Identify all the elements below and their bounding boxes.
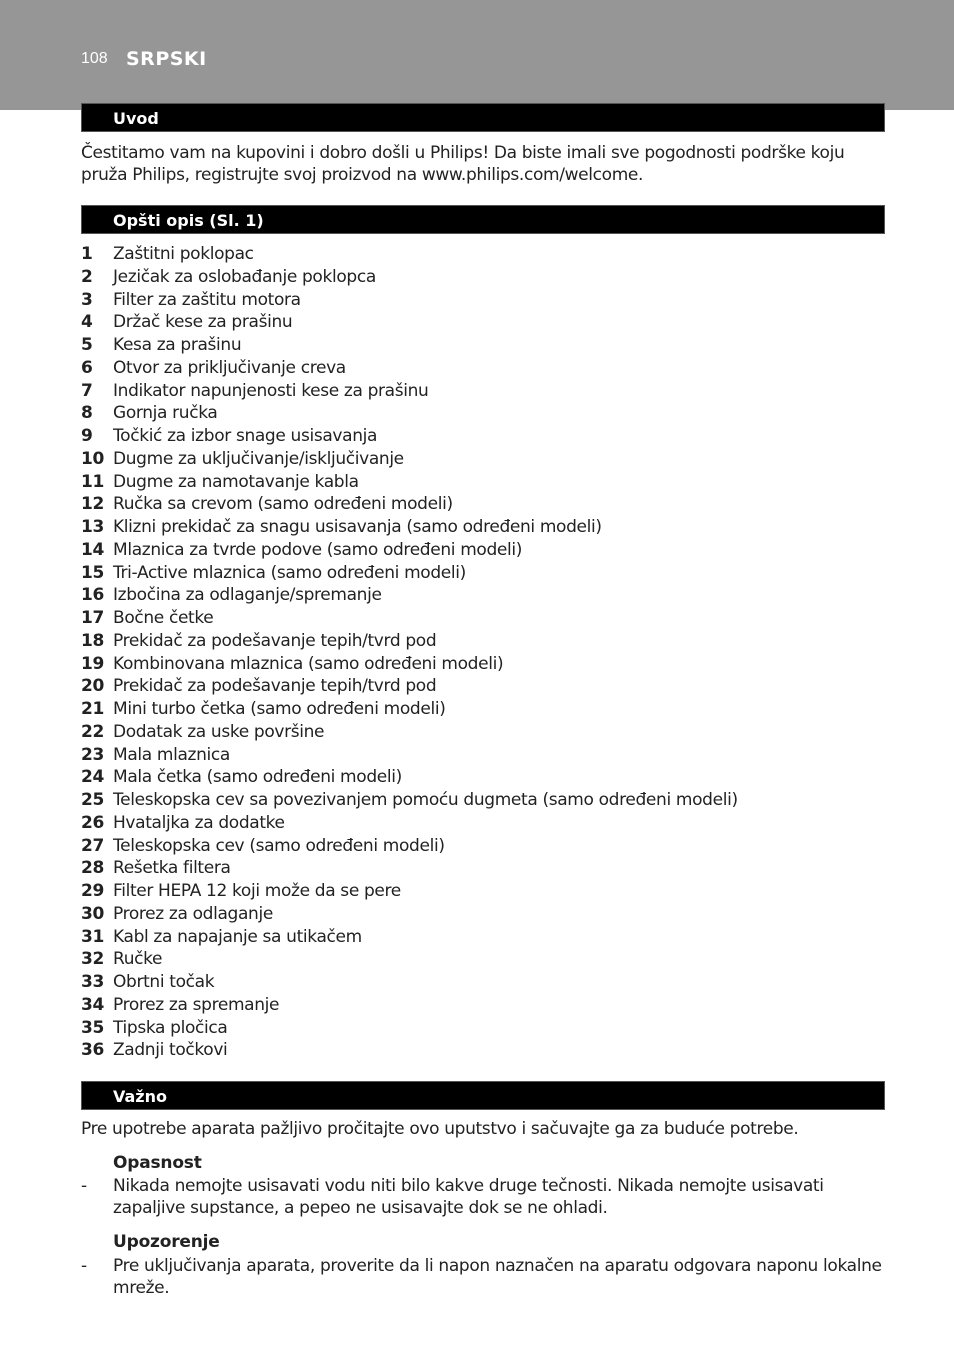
list-item bbox=[81, 1039, 889, 1062]
list-item-number: 5 bbox=[81, 335, 93, 355]
list-item bbox=[81, 1017, 889, 1040]
list-item-text: Klizni prekidač za snagu usisavanja (samo određeni modeli) bbox=[113, 517, 602, 537]
list-item-text: Mala mlaznica bbox=[113, 744, 230, 765]
list-item bbox=[81, 516, 889, 539]
list-item-number: 20 bbox=[81, 676, 104, 697]
page-number: 108 bbox=[81, 50, 108, 67]
opasnost-item bbox=[81, 1175, 889, 1219]
list-item bbox=[81, 744, 889, 767]
list-item-number: 22 bbox=[81, 721, 104, 742]
list-item-number: 2 bbox=[81, 266, 93, 287]
list-item-number: 7 bbox=[81, 380, 93, 401]
upozorenje-heading: Upozorenje bbox=[113, 1232, 220, 1252]
parts-list bbox=[81, 243, 889, 1062]
opasnost-heading: Opasnost bbox=[113, 1153, 202, 1173]
list-item bbox=[81, 402, 889, 425]
bullet-dash: - bbox=[81, 1256, 87, 1276]
list-item-number: 4 bbox=[81, 312, 93, 333]
list-item-number: 33 bbox=[81, 972, 104, 992]
list-item-text: Držač kese za prašinu bbox=[113, 312, 293, 333]
list-item-number: 31 bbox=[81, 926, 104, 947]
list-item bbox=[81, 653, 889, 676]
list-item bbox=[81, 493, 889, 516]
list-item-number: 8 bbox=[81, 403, 93, 424]
list-item-number: 6 bbox=[81, 357, 93, 378]
list-item-text: Indikator napunjenosti kese za prašinu bbox=[113, 380, 429, 401]
list-item-text: Mlaznica za tvrde podove (samo određeni modeli) bbox=[113, 539, 523, 560]
list-item bbox=[81, 243, 889, 266]
vazno-intro: Pre upotrebe aparata pažljivo pročitajte ovo uputstvo i sačuvajte ga za buduće potrebe. bbox=[81, 1119, 799, 1139]
list-item bbox=[81, 766, 889, 789]
list-item bbox=[81, 311, 889, 334]
list-item-number: 3 bbox=[81, 289, 93, 310]
list-item bbox=[81, 971, 889, 994]
list-item-text: Dodatak za uske površine bbox=[113, 721, 325, 742]
list-item-text: Otvor za priključivanje creva bbox=[113, 357, 346, 378]
list-item-number: 12 bbox=[81, 494, 104, 515]
list-item bbox=[81, 721, 889, 744]
list-item-text: Kesa za prašinu bbox=[113, 335, 242, 355]
list-item bbox=[81, 835, 889, 858]
list-item-text: Kabl za napajanje sa utikačem bbox=[113, 926, 362, 947]
list-item-text: Filter HEPA 12 koji može da se pere bbox=[113, 881, 401, 901]
list-item-text: Jezičak za oslobađanje poklopca bbox=[113, 266, 376, 287]
uvod-paragraph: Čestitamo vam na kupovini i dobro došli u Philips! Da biste imali sve pogodnosti podrške koju pruža Philips, registrujte svoj proizvod na www.philips.com/welcome. bbox=[81, 143, 845, 185]
list-item bbox=[81, 539, 889, 562]
list-item bbox=[81, 334, 889, 357]
list-item-text: Točkić za izbor snage usisavanja bbox=[113, 426, 378, 446]
list-item-number: 15 bbox=[81, 562, 104, 583]
list-item bbox=[81, 584, 889, 607]
list-item-text: Mini turbo četka (samo određeni modeli) bbox=[113, 699, 446, 719]
list-item-text: Prorez za odlaganje bbox=[113, 903, 273, 924]
list-item-text: Ručke bbox=[113, 949, 163, 970]
list-item bbox=[81, 880, 889, 903]
list-item-number: 19 bbox=[81, 653, 104, 674]
upozorenje-item bbox=[81, 1255, 889, 1299]
upozorenje-text: Pre uključivanja aparata, proverite da li napon naznačen na aparatu odgovara naponu lokalne mreže. bbox=[113, 1256, 882, 1298]
list-item-text: Zadnji točkovi bbox=[113, 1040, 228, 1061]
list-item-number: 32 bbox=[81, 949, 104, 970]
list-item-number: 23 bbox=[81, 744, 104, 765]
list-item-number: 29 bbox=[81, 881, 104, 901]
list-item-text: Rešetka filtera bbox=[113, 858, 231, 879]
list-item-text: Teleskopska cev sa povezivanjem pomoću dugmeta (samo određeni modeli) bbox=[113, 790, 738, 810]
list-item-number: 34 bbox=[81, 994, 104, 1015]
list-item-text: Ručka sa crevom (samo određeni modeli) bbox=[113, 494, 453, 515]
list-item bbox=[81, 812, 889, 835]
list-item-number: 36 bbox=[81, 1040, 104, 1061]
list-item-number: 1 bbox=[81, 244, 93, 264]
list-item-text: Kombinovana mlaznica (samo određeni modeli) bbox=[113, 653, 504, 674]
list-item-number: 24 bbox=[81, 767, 104, 788]
list-item-number: 9 bbox=[81, 426, 93, 446]
list-item-number: 35 bbox=[81, 1017, 104, 1038]
list-item-number: 21 bbox=[81, 699, 104, 719]
list-item bbox=[81, 562, 889, 585]
list-item-text: Teleskopska cev (samo određeni modeli) bbox=[113, 835, 445, 856]
list-item-text: Gornja ručka bbox=[113, 403, 218, 424]
list-item bbox=[81, 857, 889, 880]
list-item bbox=[81, 948, 889, 971]
list-item-text: Prorez za spremanje bbox=[113, 994, 280, 1015]
list-item bbox=[81, 448, 889, 471]
section-heading-vazno: Važno bbox=[81, 1081, 885, 1110]
list-item bbox=[81, 903, 889, 926]
list-item-number: 16 bbox=[81, 585, 104, 606]
list-item-text: Hvataljka za dodatke bbox=[113, 812, 285, 833]
list-item-text: Obrtni točak bbox=[113, 972, 215, 992]
list-item bbox=[81, 994, 889, 1017]
list-item bbox=[81, 675, 889, 698]
list-item-text: Mala četka (samo određeni modeli) bbox=[113, 767, 402, 788]
language-label: SRPSKI bbox=[126, 48, 207, 70]
list-item bbox=[81, 926, 889, 949]
list-item-number: 14 bbox=[81, 539, 104, 560]
list-item bbox=[81, 380, 889, 403]
list-item-number: 13 bbox=[81, 517, 104, 537]
opasnost-text: Nikada nemojte usisavati vodu niti bilo kakve druge tečnosti. Nikada nemojte usisavati zapaljive supstance, a pepeo ne usisavajte dok se ne ohladi. bbox=[113, 1176, 824, 1218]
list-item bbox=[81, 289, 889, 312]
list-item bbox=[81, 789, 889, 812]
bullet-dash: - bbox=[81, 1176, 87, 1196]
list-item-text: Tri-Active mlaznica (samo određeni modeli) bbox=[113, 562, 466, 583]
list-item bbox=[81, 266, 889, 289]
list-item-number: 26 bbox=[81, 812, 104, 833]
section-heading-uvod: Uvod bbox=[81, 103, 885, 132]
list-item bbox=[81, 471, 889, 494]
list-item-text: Izbočina za odlaganje/spremanje bbox=[113, 585, 382, 606]
list-item-text: Dugme za uključivanje/isključivanje bbox=[113, 448, 404, 469]
list-item-text: Bočne četke bbox=[113, 608, 214, 628]
list-item bbox=[81, 630, 889, 653]
list-item-text: Prekidač za podešavanje tepih/tvrd pod bbox=[113, 676, 437, 697]
list-item-number: 18 bbox=[81, 630, 104, 651]
list-item-text: Prekidač za podešavanje tepih/tvrd pod bbox=[113, 630, 437, 651]
list-item-number: 28 bbox=[81, 858, 104, 879]
list-item-number: 27 bbox=[81, 835, 104, 856]
list-item-number: 17 bbox=[81, 608, 104, 628]
list-item-number: 11 bbox=[81, 471, 104, 492]
list-item-text: Zaštitni poklopac bbox=[113, 244, 254, 264]
list-item-text: Tipska pločica bbox=[113, 1017, 228, 1038]
list-item bbox=[81, 607, 889, 630]
page-header-band bbox=[0, 0, 954, 110]
section-heading-opis: Opšti opis (Sl. 1) bbox=[81, 205, 885, 234]
list-item-text: Dugme za namotavanje kabla bbox=[113, 471, 359, 492]
list-item bbox=[81, 698, 889, 721]
list-item-text: Filter za zaštitu motora bbox=[113, 289, 301, 310]
list-item bbox=[81, 425, 889, 448]
list-item-number: 25 bbox=[81, 790, 104, 810]
list-item-number: 10 bbox=[81, 448, 104, 469]
list-item bbox=[81, 357, 889, 380]
list-item-number: 30 bbox=[81, 903, 104, 924]
